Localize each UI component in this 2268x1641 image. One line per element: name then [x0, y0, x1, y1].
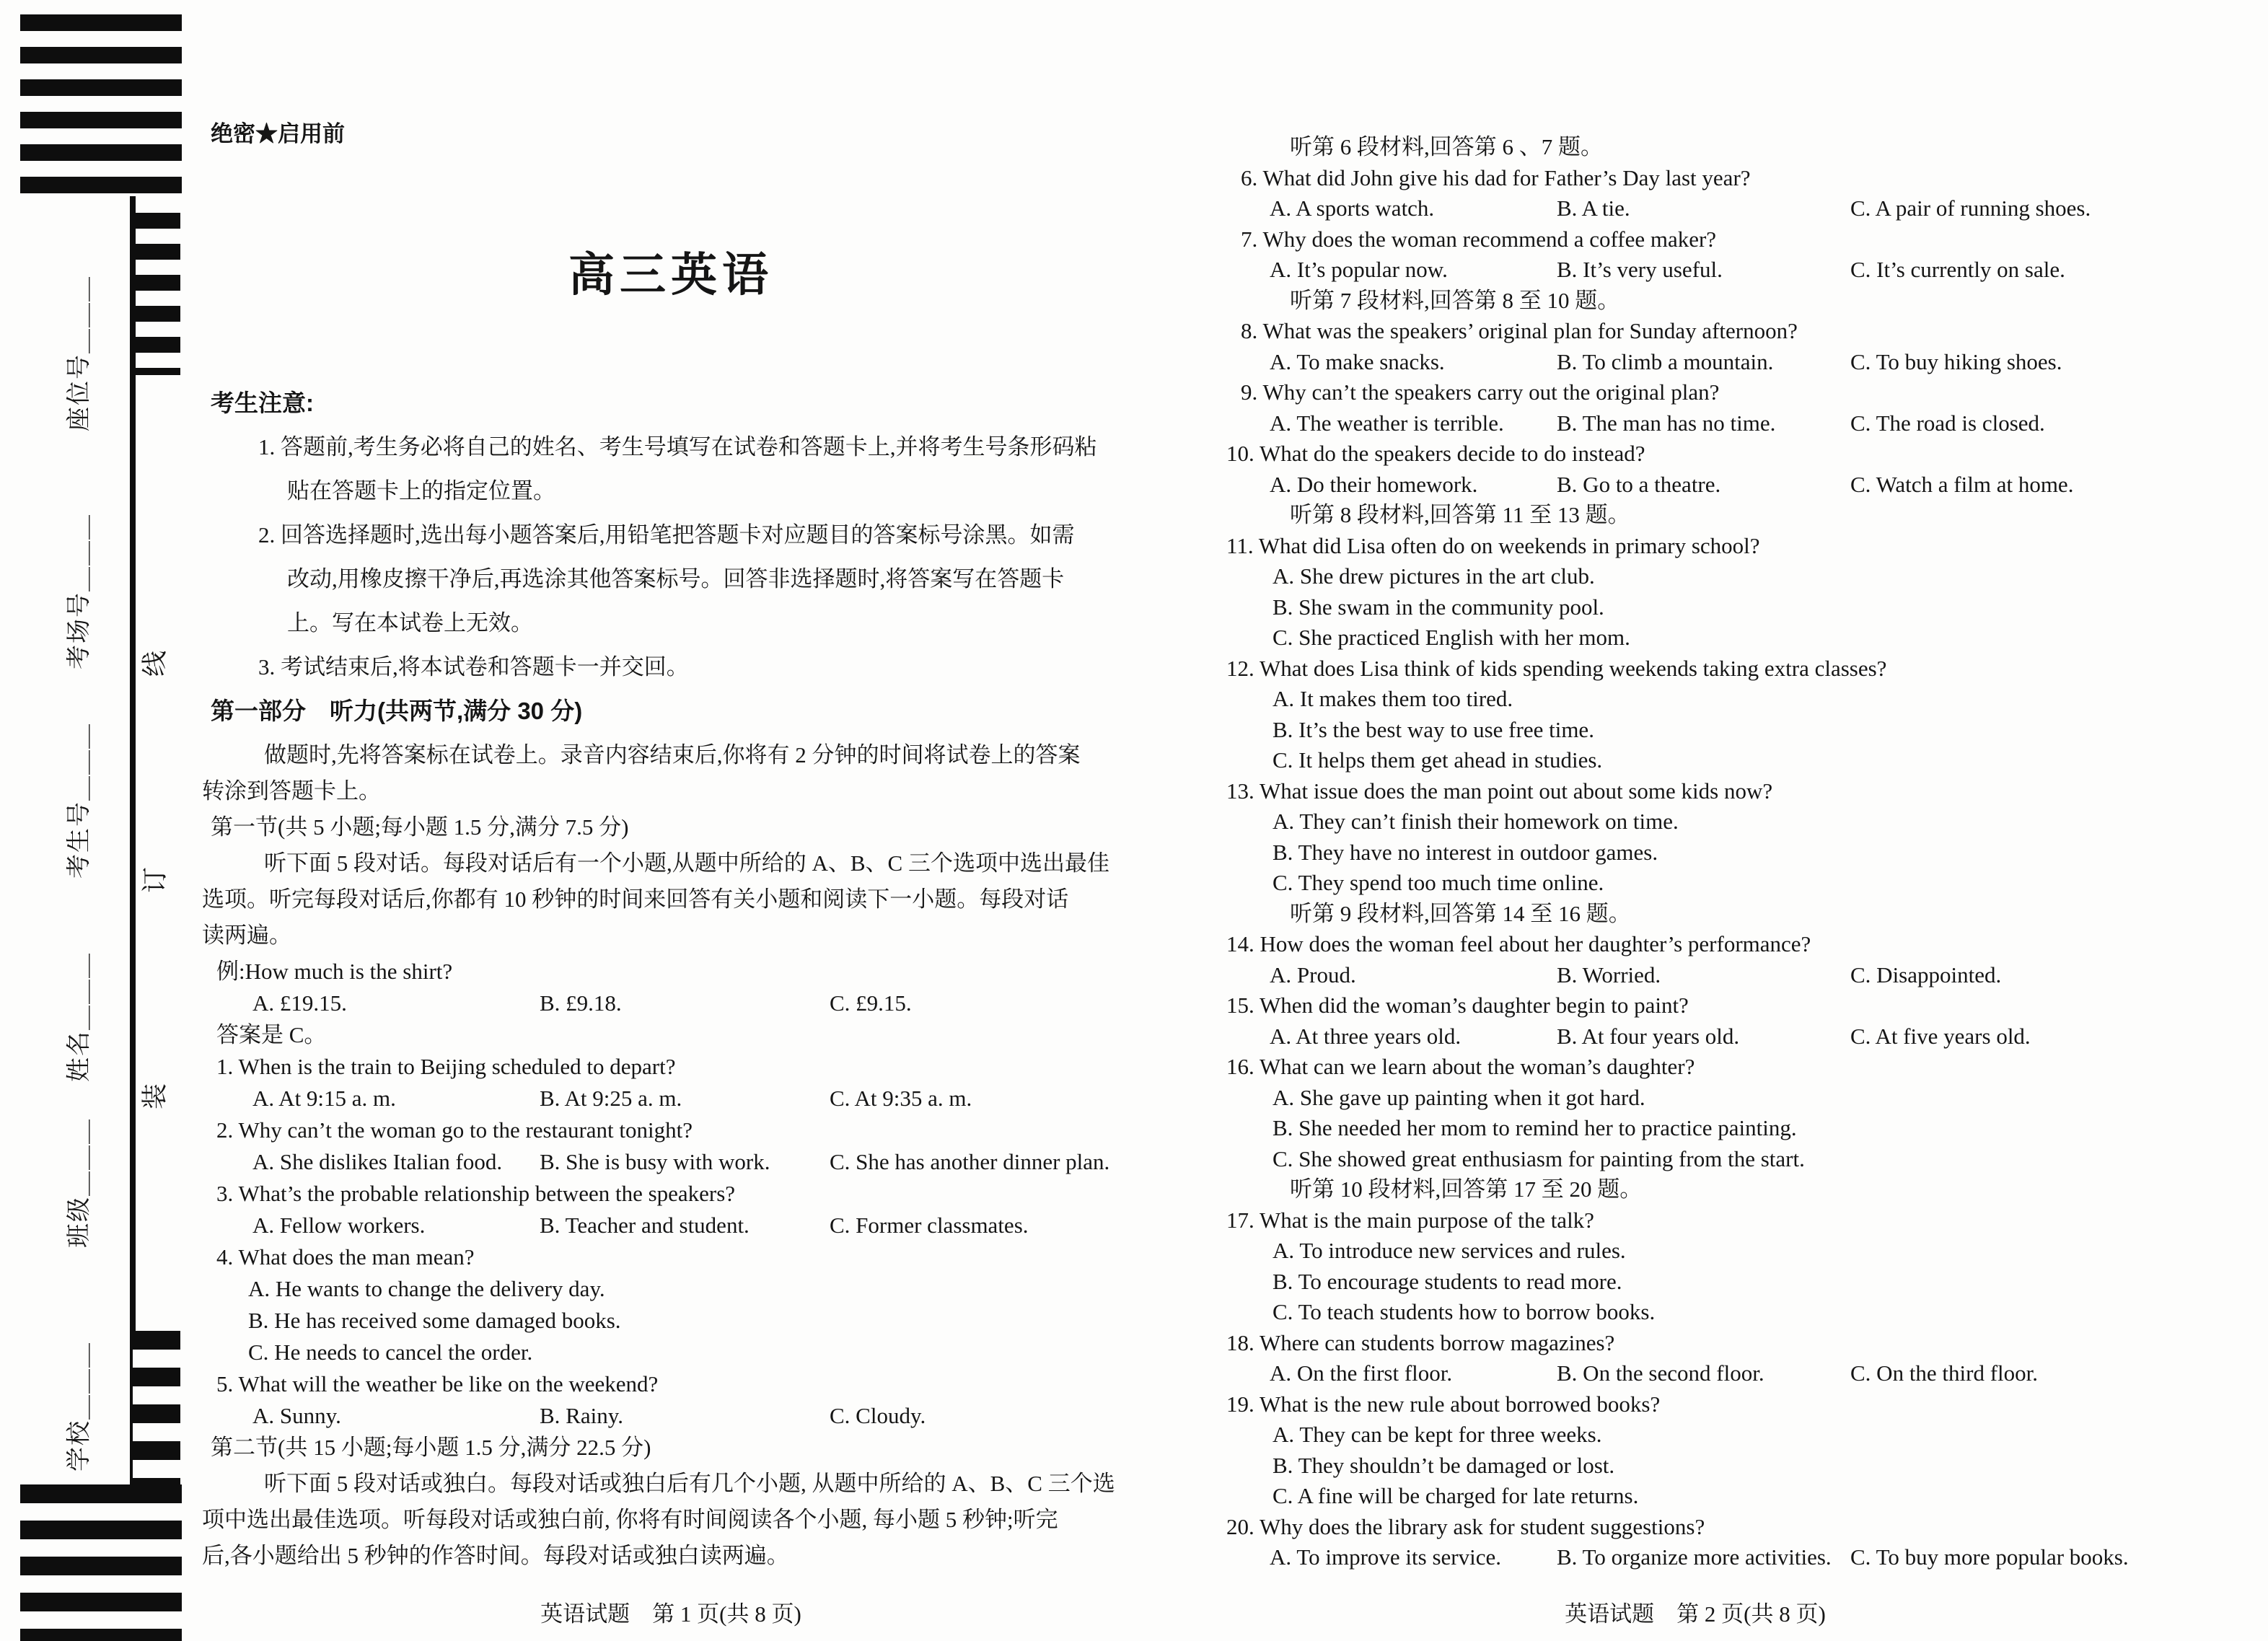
option-c: C. On the third floor.	[1850, 1360, 2039, 1386]
option-b: B. It’s very useful.	[1557, 257, 1723, 282]
option-a: A. Proud.	[1270, 962, 1356, 987]
options-row	[1226, 1023, 2177, 1054]
option-a: A. She dislikes Italian food.	[252, 1149, 503, 1174]
text-line: C. She showed great enthusiasm for painting from the start.	[1273, 1145, 1805, 1171]
text-line: 听第 10 段材料,回答第 17 至 20 题。	[1290, 1176, 1643, 1202]
text-line: C. She practiced English with her mom.	[1273, 625, 1630, 650]
page-footer-page2: 英语试题 第 2 页(共 8 页)	[1565, 1601, 1826, 1627]
options-row	[202, 1212, 1153, 1244]
text-line: B. To encourage students to read more.	[1273, 1268, 1622, 1294]
option-a: A. £19.15.	[252, 990, 347, 1016]
option-a: A. On the first floor.	[1270, 1360, 1453, 1386]
option-c: C. A pair of running shoes.	[1850, 195, 2091, 221]
barcode-bottom	[20, 1484, 182, 1641]
option-a: A. A sports watch.	[1270, 195, 1435, 221]
option-a: A. At 9:15 a. m.	[252, 1086, 396, 1111]
option-c: C. It’s currently on sale.	[1850, 257, 2065, 282]
text-line: 选项。听完每段对话后,你都有 10 秒钟的时间来回答有关小题和阅读下一小题。每段对话	[202, 887, 1069, 912]
text-line: 14. How does the woman feel about her daughter’s performance?	[1226, 931, 1811, 956]
option-b: B. On the second floor.	[1557, 1360, 1764, 1386]
option-c: C. She has another dinner plan.	[830, 1149, 1110, 1174]
option-a: A. Do their homework.	[1270, 471, 1478, 497]
binding-char: 线	[140, 650, 170, 677]
binding-dashes-top	[133, 213, 180, 375]
text-line: 7. Why does the woman recommend a coffee maker?	[1241, 226, 1717, 252]
text-line: A. They can’t finish their homework on time.	[1273, 809, 1679, 834]
options-row	[1226, 1544, 2177, 1575]
text-line: 第一节(共 5 小题;每小题 1.5 分,满分 7.5 分)	[211, 814, 629, 840]
option-c: C. £9.15.	[830, 990, 912, 1016]
rail-label: 座位号＿＿＿	[66, 276, 93, 431]
text-line: B. They have no interest in outdoor games.	[1273, 839, 1658, 865]
options-row	[1226, 348, 2177, 379]
text-line: 10. What do the speakers decide to do instead?	[1226, 441, 1645, 466]
text-line: 20. Why does the library ask for student suggestions?	[1226, 1513, 1705, 1539]
option-c: C. The road is closed.	[1850, 410, 2045, 436]
option-b: B. To organize more activities.	[1557, 1544, 1832, 1570]
page-title: 高三英语	[568, 249, 773, 301]
text-line: A. It makes them too tired.	[1273, 686, 1513, 711]
binding-char: 装	[140, 1083, 170, 1110]
text-line: C. A fine will be charged for late returns.	[1273, 1483, 1639, 1508]
text-line: A. They can be kept for three weeks.	[1273, 1422, 1602, 1447]
text-line: 1. When is the train to Beijing scheduled to depart?	[216, 1054, 676, 1079]
text-line: 12. What does Lisa think of kids spending weekends taking extra classes?	[1226, 655, 1887, 681]
option-c: C. Cloudy.	[830, 1403, 926, 1428]
option-c: C. Disappointed.	[1850, 962, 2002, 987]
option-a: A. Fellow workers.	[252, 1213, 426, 1238]
text-line: 考生注意:	[211, 390, 314, 416]
left-text-column	[202, 390, 1153, 1578]
text-line: 11. What did Lisa often do on weekends in primary school?	[1226, 532, 1760, 558]
option-a: A. To make snacks.	[1270, 348, 1445, 374]
options-row	[1226, 962, 2177, 993]
options-row	[1226, 410, 2177, 441]
text-line: 后,各小题给出 5 秒钟的作答时间。每段对话或独白读两遍。	[202, 1543, 789, 1568]
option-b: B. At four years old.	[1557, 1023, 1740, 1049]
text-line: 读两遍。	[202, 923, 291, 948]
option-a: A. It’s popular now.	[1270, 257, 1448, 282]
text-line: 做题时,先将答案标在试卷上。录音内容结束后,你将有 2 分钟的时间将试卷上的答案	[264, 742, 1081, 767]
text-line: 9. Why can’t the speakers carry out the original plan?	[1241, 379, 1720, 405]
option-b: B. Rainy.	[540, 1403, 623, 1428]
text-line: 上。写在本试卷上无效。	[287, 610, 533, 635]
rail-label: 学校＿＿＿	[66, 1342, 93, 1471]
text-line: 1. 答题前,考生务必将自己的姓名、考生号填写在试卷和答题卡上,并将考生号条形码粘	[258, 434, 1097, 459]
option-b: B. Go to a theatre.	[1557, 471, 1721, 497]
text-line: 19. What is the new rule about borrowed books?	[1226, 1391, 1661, 1417]
option-c: C. To buy hiking shoes.	[1850, 348, 2062, 374]
text-line: 答案是 C。	[216, 1022, 327, 1047]
text-line: 3. What’s the probable relationship between the speakers?	[216, 1181, 736, 1206]
options-row	[202, 1402, 1153, 1434]
text-line: 2. 回答选择题时,选出每小题答案后,用铅笔把答题卡对应题目的答案标号涂黑。如需	[258, 522, 1075, 547]
text-line: C. It helps them get ahead in studies.	[1273, 747, 1603, 773]
right-text-column	[1226, 133, 2177, 1575]
text-line: 第一部分 听力(共两节,满分 30 分)	[211, 698, 583, 724]
options-row	[202, 990, 1153, 1021]
option-a: A. Sunny.	[252, 1403, 341, 1428]
text-line: 听下面 5 段对话或独白。每段对话或独白后有几个小题, 从题中所给的 A、B、C 三个选	[264, 1471, 1115, 1496]
text-line: A. He wants to change the delivery day.	[248, 1276, 605, 1301]
option-c: C. At 9:35 a. m.	[830, 1086, 972, 1111]
text-line: C. They spend too much time online.	[1273, 870, 1604, 895]
text-line: 转涂到答题卡上。	[202, 778, 381, 804]
secrecy-label: 绝密★启用前	[211, 121, 345, 146]
options-row	[1226, 195, 2177, 226]
options-row	[202, 1148, 1153, 1180]
text-line: 听第 6 段材料,回答第 6 、7 题。	[1290, 134, 1603, 159]
text-line: 贴在答题卡上的指定位置。	[287, 478, 555, 503]
text-line: 15. When did the woman’s daughter begin to paint?	[1226, 993, 1689, 1018]
option-c: C. Watch a film at home.	[1850, 471, 2074, 497]
option-c: C. To buy more popular books.	[1850, 1544, 2129, 1570]
rail-label: 考场号＿＿＿	[66, 514, 93, 669]
option-b: B. To climb a mountain.	[1557, 348, 1774, 374]
text-line: 第二节(共 15 小题;每小题 1.5 分,满分 22.5 分)	[211, 1435, 651, 1460]
text-line: A. She gave up painting when it got hard.	[1273, 1084, 1645, 1110]
binding-line	[130, 196, 136, 1484]
option-a: A. At three years old.	[1270, 1023, 1462, 1049]
option-b: B. The man has no time.	[1557, 410, 1776, 436]
text-line: B. He has received some damaged books.	[248, 1308, 621, 1333]
text-line: A. To introduce new services and rules.	[1273, 1238, 1626, 1263]
text-line: C. To teach students how to borrow books.	[1273, 1299, 1656, 1324]
binding-dashes-bottom	[133, 1331, 180, 1484]
option-c: C. At five years old.	[1850, 1023, 2031, 1049]
options-row	[1226, 1360, 2177, 1391]
text-line: B. She needed her mom to remind her to practice painting.	[1273, 1115, 1797, 1140]
text-line: 例:How much is the shirt?	[216, 959, 453, 984]
text-line: 4. What does the man mean?	[216, 1244, 475, 1270]
option-b: B. She is busy with work.	[540, 1149, 770, 1174]
options-row	[202, 1085, 1153, 1117]
text-line: 听第 8 段材料,回答第 11 至 13 题。	[1290, 502, 1630, 527]
binding-char: 订	[140, 866, 170, 894]
option-a: A. To improve its service.	[1270, 1544, 1501, 1570]
text-line: 听第 7 段材料,回答第 8 至 10 题。	[1290, 287, 1620, 313]
options-row	[1226, 471, 2177, 502]
text-line: 3. 考试结束后,将本试卷和答题卡一并交回。	[258, 654, 689, 679]
text-line: 听第 9 段材料,回答第 14 至 16 题。	[1290, 900, 1631, 926]
text-line: 13. What issue does the man point out about some kids now?	[1226, 778, 1773, 804]
text-line: B. It’s the best way to use free time.	[1273, 716, 1594, 742]
text-line: 项中选出最佳选项。听每段对话或独白前, 你将有时间阅读各个小题, 每小题 5 秒钟;听完	[202, 1507, 1058, 1532]
option-b: B. At 9:25 a. m.	[540, 1086, 682, 1111]
option-b: B. Teacher and student.	[540, 1213, 750, 1238]
text-line: 8. What was the speakers’ original plan for Sunday afternoon?	[1241, 318, 1798, 343]
option-b: B. A tie.	[1557, 195, 1630, 221]
text-line: 2. Why can’t the woman go to the restaurant tonight?	[216, 1117, 693, 1143]
option-c: C. Former classmates.	[830, 1213, 1029, 1238]
text-line: 听下面 5 段对话。每段对话后有一个小题,从题中所给的 A、B、C 三个选项中选出最佳	[264, 850, 1109, 876]
rail-label: 姓名＿＿＿	[66, 952, 93, 1082]
option-b: B. £9.18.	[540, 990, 622, 1016]
rail-label: 考生号＿＿＿	[66, 723, 93, 879]
text-line: 16. What can we learn about the woman’s daughter?	[1226, 1054, 1695, 1079]
page-footer-page1: 英语试题 第 1 页(共 8 页)	[540, 1601, 801, 1627]
rail-label: 班级＿＿＿	[66, 1118, 93, 1248]
text-line: C. He needs to cancel the order.	[248, 1339, 533, 1365]
text-line: 改动,用橡皮擦干净后,再选涂其他答案标号。回答非选择题时,将答案写在答题卡	[287, 566, 1065, 591]
text-line: B. They shouldn’t be damaged or lost.	[1273, 1452, 1615, 1478]
text-line: 18. Where can students borrow magazines?	[1226, 1329, 1615, 1355]
text-line: 17. What is the main purpose of the talk?	[1226, 1207, 1594, 1233]
option-a: A. The weather is terrible.	[1270, 410, 1504, 436]
text-line: 5. What will the weather be like on the weekend?	[216, 1371, 659, 1396]
barcode-top	[20, 14, 182, 196]
text-line: B. She swam in the community pool.	[1273, 594, 1604, 620]
options-row	[1226, 256, 2177, 287]
option-b: B. Worried.	[1557, 962, 1661, 987]
text-line: A. She drew pictures in the art club.	[1273, 563, 1595, 589]
text-line: 6. What did John give his dad for Father’s Day last year?	[1241, 164, 1751, 190]
